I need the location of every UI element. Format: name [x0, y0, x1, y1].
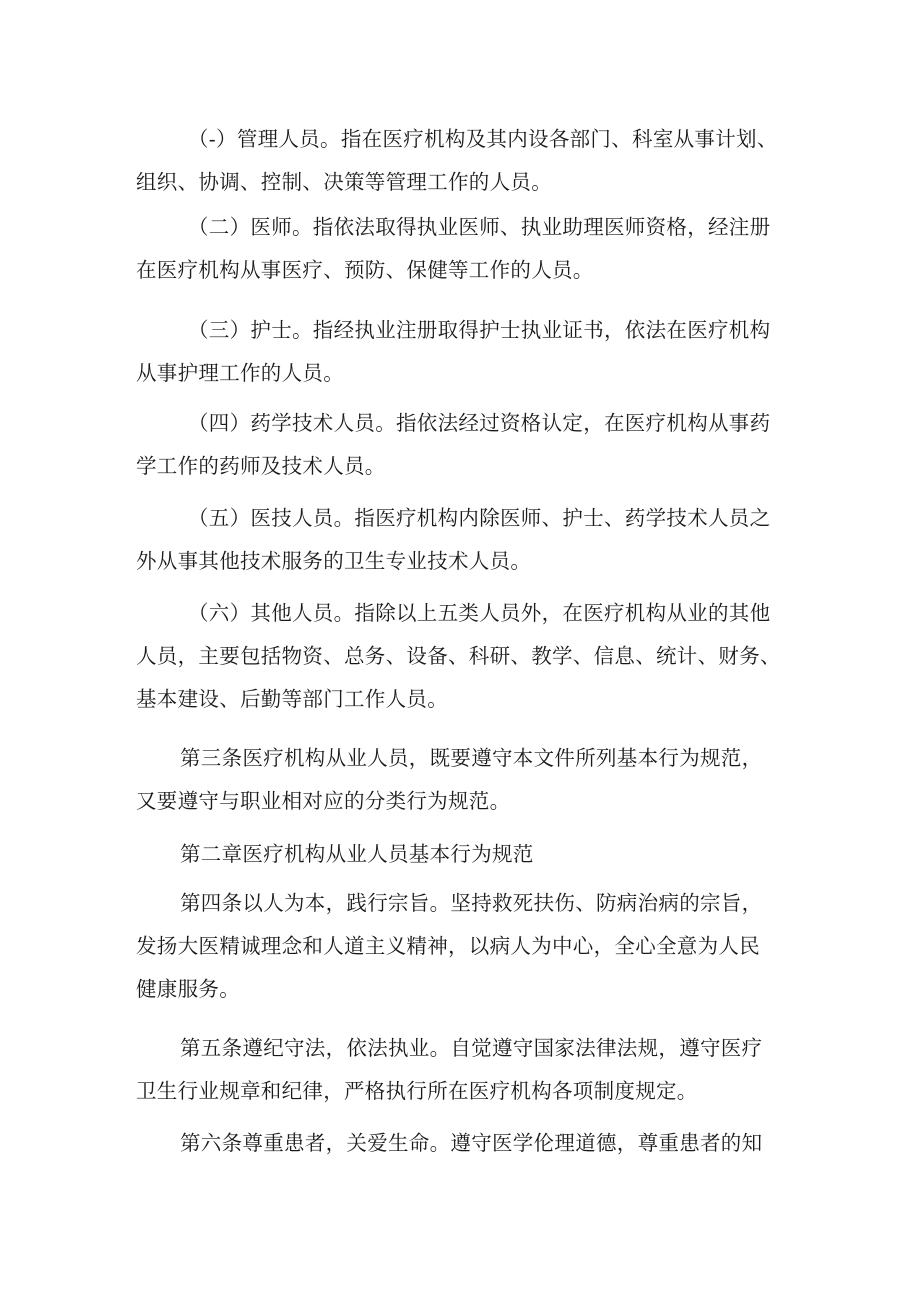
text-line: 第六条尊重患者，关爱生命。遵守医学伦理道德，尊重患者的知 [180, 1131, 763, 1155]
text-line: （五）医技人员。指医疗机构内除医师、护士、药学技术人员之 [188, 506, 771, 530]
text-line: 又要遵守与职业相对应的分类行为规范。 [136, 789, 511, 813]
text-line: 人员，主要包括物资、总务、设备、科研、教学、信息、统计、财务、 [136, 644, 781, 668]
text-line: 在医疗机构从事医疗、预防、保健等工作的人员。 [136, 258, 594, 282]
paragraph-article-5 [136, 1027, 816, 1113]
text-line: 外从事其他技术服务的卫生专业技术人员。 [136, 549, 532, 573]
paragraph-article-3 [136, 737, 816, 823]
paragraph-pharmacy-staff [136, 402, 816, 488]
text-line: 发扬大医精诚理念和人道主义精神，以病人为中心，全心全意为人民 [136, 934, 760, 958]
text-line: 第三条医疗机构从业人员，既要遵守本文件所列基本行为规范， [180, 746, 763, 770]
text-line: （-）管理人员。指在医疗机构及其内设各部门、科室从事计划、 [188, 127, 778, 151]
paragraph-medical-technicians [136, 497, 816, 583]
text-line: 组织、协调、控制、决策等管理工作的人员。 [136, 170, 552, 194]
text-line: 从事护理工作的人员。 [136, 361, 344, 385]
text-line: 第五条遵纪守法，依法执业。自觉遵守国家法律法规，遵守医疗 [180, 1036, 763, 1060]
paragraph-physicians [136, 206, 816, 292]
text-line: （三）护士。指经执业注册取得护士执业证书，依法在医疗机构 [188, 318, 771, 342]
text-line: 学工作的药师及技术人员。 [136, 454, 386, 478]
text-line: 基本建设、后勤等部门工作人员。 [136, 687, 448, 711]
paragraph-article-4 [136, 882, 816, 1011]
text-line: 卫生行业规章和纪律，严格执行所在医疗机构各项制度规定。 [136, 1079, 698, 1103]
text-line: 健康服务。 [136, 977, 240, 1001]
text-line: （六）其他人员。指除以上五类人员外，在医疗机构从业的其他 [188, 601, 771, 625]
text-line: 第二章医疗机构从业人员基本行为规范 [180, 842, 534, 866]
text-line: （四）药学技术人员。指依法经过资格认定，在医疗机构从事药 [188, 411, 771, 435]
paragraph-nurses [136, 309, 816, 395]
text-line: 第四条以人为本，践行宗旨。坚持救死扶伤、防病治病的宗旨， [180, 891, 763, 915]
paragraph-other-staff [136, 592, 816, 721]
chapter-heading [136, 833, 816, 876]
paragraph-article-6 [136, 1122, 816, 1165]
paragraph-management-staff [136, 118, 816, 204]
text-line: （二）医师。指依法取得执业医师、执业助理医师资格，经注册 [188, 215, 771, 239]
